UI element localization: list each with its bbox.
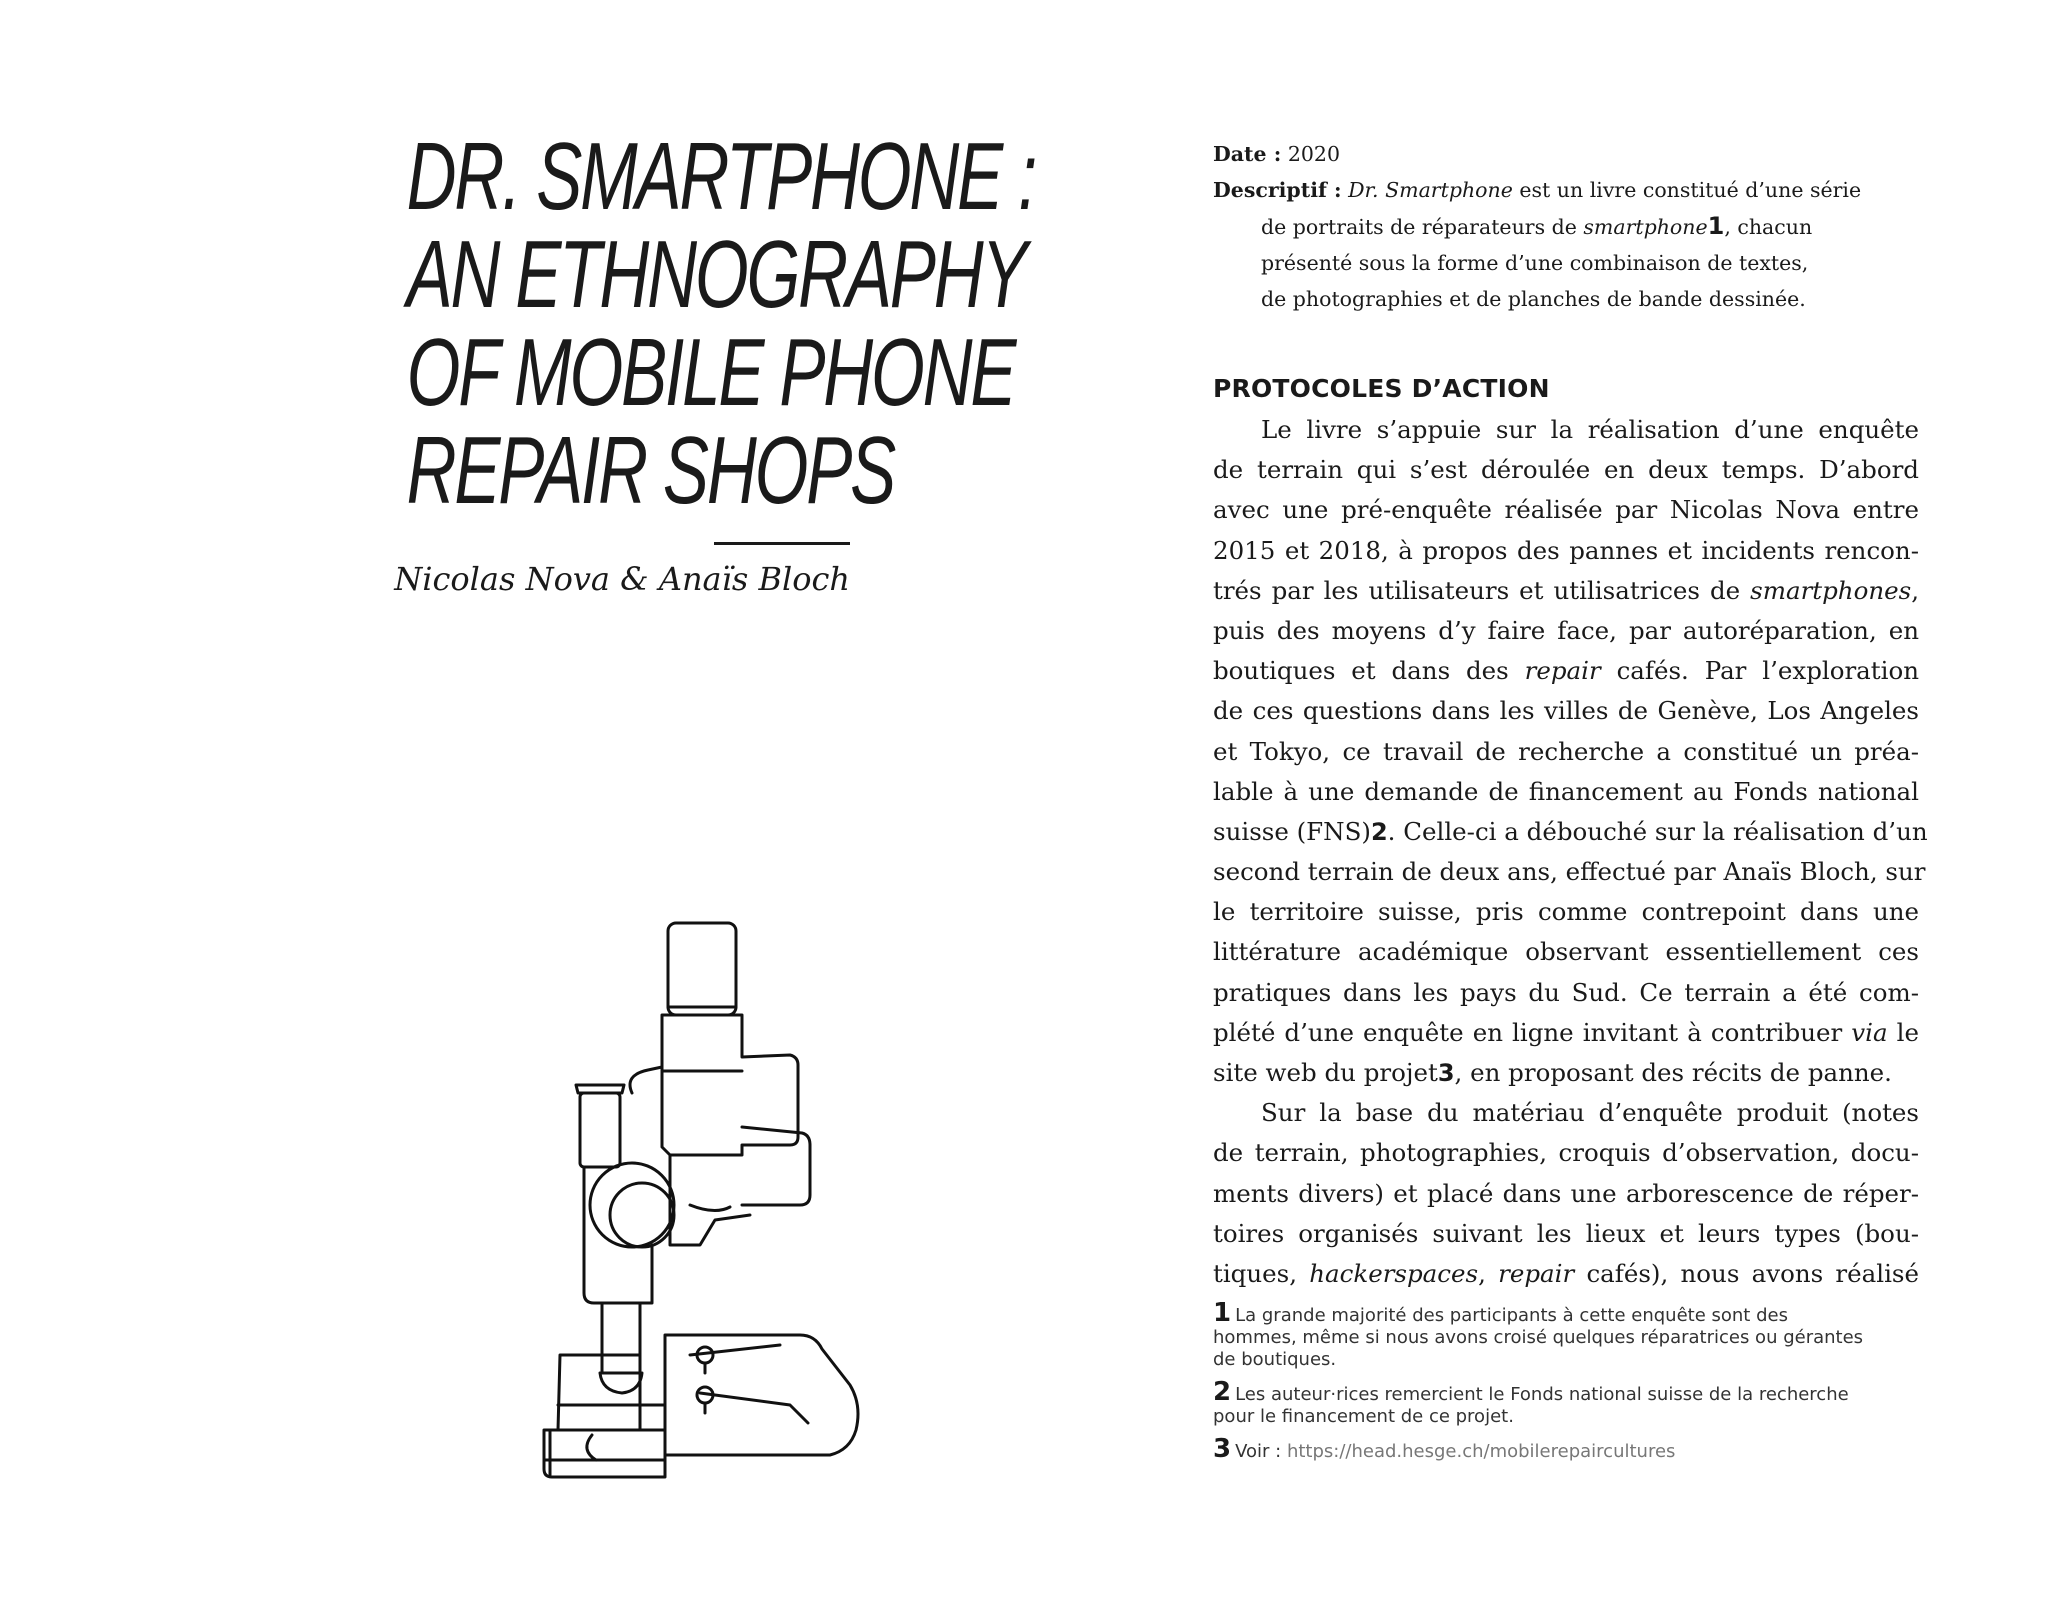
paragraph-line: second terrain de deux ans, effectué par Anaïs Bloch, sur (1213, 857, 1926, 887)
text: trés par les utilisateurs et utilisatrices de (1213, 575, 1741, 605)
italic-text: repair (1498, 1258, 1575, 1288)
title-line-1: DR. SMARTPHONE : (406, 123, 1036, 230)
text: . Celle-ci a débouché sur la réalisation d’un (1387, 816, 1928, 846)
footnote-text: pour le financement de ce projet. (1213, 1406, 1514, 1427)
metadata-block (1213, 136, 1913, 317)
footnote-text: hommes, même si nous avons croisé quelques réparatrices ou gérantes (1213, 1327, 1864, 1348)
description-line-1 (1213, 172, 1913, 208)
title-line-4: REPAIR SHOPS (406, 417, 895, 524)
footnotes (1213, 1298, 1933, 1473)
footnote-text: Les auteur·rices remercient le Fonds national suisse de la recherche (1235, 1384, 1849, 1405)
text: , (1478, 1258, 1486, 1288)
text: plété d’une enquête en ligne invitant à contribuer (1213, 1017, 1843, 1047)
description-line-3: présenté sous la forme d’une combinaison de textes, (1261, 251, 1809, 275)
right-page (1023, 0, 2047, 1614)
title-line-3: OF MOBILE PHONE (406, 319, 1015, 426)
paragraph-line: lable à une demande de financement au Fonds national (1213, 776, 1919, 806)
paragraph-line: le territoire suisse, pris comme contrepoint dans une (1213, 897, 1919, 927)
footnote-text: de boutiques. (1213, 1349, 1337, 1370)
paragraph-line (1213, 1053, 1919, 1093)
description-text: , chacun (1724, 215, 1813, 239)
description-line-2 (1213, 208, 1913, 245)
title-line-2: AN ETHNOGRAPHY (406, 221, 1026, 328)
project-url-link[interactable]: https://head.hesge.ch/mobilerepaircultures (1286, 1441, 1676, 1462)
footnote-ref-3[interactable]: 3 (1437, 1059, 1455, 1087)
text: tiques, (1213, 1258, 1298, 1288)
paragraph-line: puis des moyens d’y faire face, par autoréparation, en (1213, 615, 1919, 645)
footnote-text: Voir : (1235, 1441, 1282, 1462)
body-text (1213, 410, 1928, 1294)
italic-text: via (1851, 1017, 1888, 1047)
microscope-icon (540, 915, 880, 1485)
footnote-ref-1[interactable]: 1 (1707, 212, 1725, 240)
description-italic: smartphone (1583, 215, 1708, 239)
text: boutiques et dans des (1213, 656, 1509, 686)
description-label: Descriptif : (1213, 178, 1342, 202)
text: suisse (FNS) (1213, 816, 1371, 846)
text: , en proposant des récits de panne. (1454, 1058, 1892, 1087)
paragraph-line: avec une pré-enquête réalisée par Nicolas Nova entre (1213, 495, 1919, 525)
paragraph-line: de ces questions dans les villes de Genève, Los Angeles (1213, 696, 1919, 726)
footnote-2 (1213, 1377, 1933, 1428)
footnote-number: 1 (1213, 1298, 1232, 1328)
text: , (1911, 575, 1919, 605)
description-title: Dr. Smartphone (1348, 178, 1513, 202)
paragraph-line (1213, 812, 1928, 852)
text: le (1896, 1017, 1919, 1047)
text: cafés), nous avons réalisé (1586, 1258, 1919, 1288)
paragraph-line: de terrain qui s’est déroulée en deux temps. D’abord (1213, 455, 1919, 485)
paragraph-line (1213, 1013, 1919, 1053)
date-line (1213, 136, 1913, 172)
authors: Nicolas Nova & Anaïs Bloch (394, 560, 850, 598)
paragraph-line: et Tokyo, ce travail de recherche a constitué un préa- (1213, 736, 1919, 766)
footnote-ref-2[interactable]: 2 (1370, 817, 1388, 846)
paragraph-line: toires organisés suivant les lieux et leurs types (bou- (1213, 1218, 1919, 1248)
italic-text: hackerspaces (1309, 1258, 1479, 1288)
description-line-4: de photographies et de planches de bande dessinée. (1261, 287, 1806, 311)
title-divider (714, 542, 850, 545)
paragraph-line (1213, 651, 1919, 691)
description-text: de portraits de réparateurs de (1261, 215, 1577, 239)
footnote-number: 2 (1213, 1377, 1232, 1407)
paragraph-line: littérature académique observant essentiellement ces (1213, 937, 1919, 967)
text: site web du projet (1213, 1058, 1438, 1087)
paragraph-line: pratiques dans les pays du Sud. Ce terrain a été com- (1213, 977, 1919, 1007)
paragraph-line (1213, 1254, 1919, 1294)
description-text: est un livre constitué d’une série (1519, 178, 1862, 202)
italic-text: repair (1524, 656, 1601, 686)
italic-text: smartphones (1750, 575, 1912, 605)
date-value: 2020 (1287, 142, 1340, 166)
text: cafés. Par l’exploration (1616, 656, 1919, 686)
book-title (233, 123, 1036, 524)
paragraph-line: Sur la base du matériau d’enquête produit (notes (1261, 1098, 1919, 1128)
paragraph-line: Le livre s’appuie sur la réalisation d’une enquête (1261, 415, 1919, 444)
date-label: Date : (1213, 142, 1282, 166)
paragraph-line: de terrain, photographies, croquis d’observation, docu- (1213, 1138, 1919, 1168)
footnote-number: 3 (1213, 1434, 1232, 1464)
paragraph-line (1213, 571, 1919, 611)
footnote-text: La grande majorité des participants à cette enquête sont des (1235, 1305, 1788, 1326)
paragraph-line: ments divers) et placé dans une arborescence de réper- (1213, 1178, 1919, 1208)
section-heading: PROTOCOLES D’ACTION (1213, 374, 1550, 403)
footnote-3 (1213, 1434, 1933, 1464)
paragraph-line: 2015 et 2018, à propos des pannes et incidents rencon- (1213, 535, 1919, 565)
footnote-1 (1213, 1298, 1933, 1371)
